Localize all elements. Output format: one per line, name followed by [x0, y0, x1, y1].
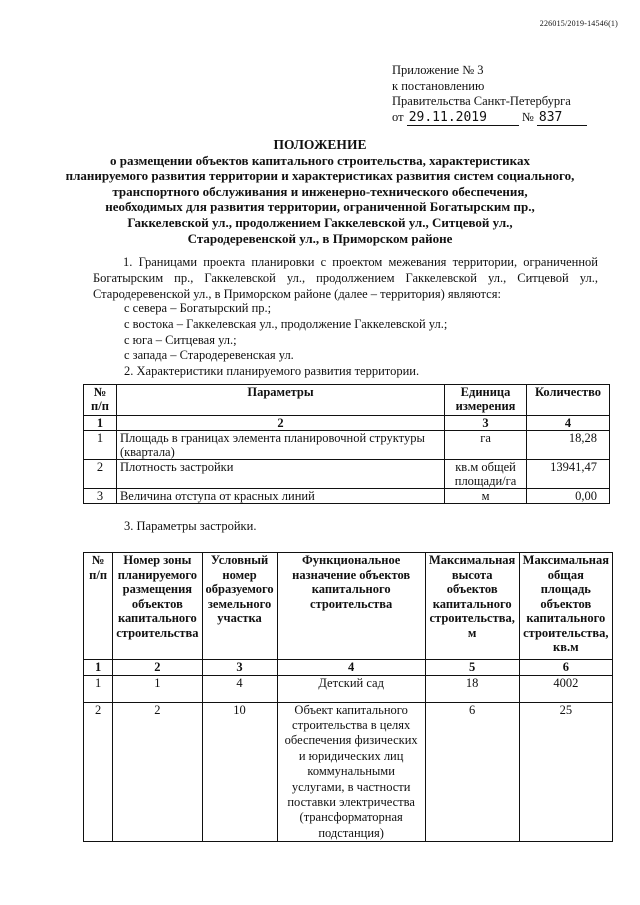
value-cell: 18,28: [527, 431, 610, 460]
unit-cell: кв.м общей площади/га: [445, 460, 527, 489]
decree-date: 29.11.2019: [407, 110, 519, 127]
zone-cell: 2: [113, 702, 202, 842]
table-number-row: [84, 416, 610, 431]
appendix-line-2: к постановлению: [392, 78, 485, 93]
boundaries-list: [124, 301, 447, 380]
header-cell: Максимальная высота объектов капитального строительства, м: [425, 553, 519, 660]
table-row: [84, 460, 610, 489]
title-line-1: о размещении объектов капитального строительства, характеристиках: [110, 152, 530, 168]
header-cell: Максимальная общая площадь объектов капитального строительства, кв.м: [519, 553, 612, 660]
number-cell: 5: [425, 660, 519, 676]
header-cell: Параметры: [116, 385, 444, 416]
param-cell: Плотность застройки: [116, 460, 444, 489]
table-row: [84, 489, 610, 504]
purpose-cell: Детский сад: [277, 675, 425, 702]
appendix-date-line: [392, 110, 587, 127]
number-cell: 3: [202, 660, 277, 676]
height-cell: 6: [425, 702, 519, 842]
param-cell: Величина отступа от красных линий: [116, 489, 444, 504]
boundary-south: с юга – Ситцевая ул.;: [124, 332, 237, 347]
height-cell: 18: [425, 675, 519, 702]
section-1-paragraph: 1. Границами проекта планировки с проектом межевания территории, ограниченной Богатырским пр., Гаккелевской ул., продолжением Гаккелевской ул., Ситцевой ул., Стародеревенской ул., в Приморском районе (далее – территория) являются:: [93, 255, 598, 301]
area-cell: 25: [519, 702, 612, 842]
row-number: 2: [84, 460, 117, 489]
row-number: 1: [84, 675, 113, 702]
purpose-cell: Объект капитального строительства в целях обеспечения физических и юридических лиц коммунальными услугами, в частности поставки электричества (трансформаторная подстанция): [277, 702, 425, 842]
header-cell: Номер зоны планируемого размещения объектов капитального строительства: [113, 553, 202, 660]
value-cell: 13941,47: [527, 460, 610, 489]
number-prefix: №: [521, 109, 534, 124]
number-cell: 4: [277, 660, 425, 676]
number-cell: 2: [116, 416, 444, 431]
table-header-row: [84, 385, 610, 416]
header-cell: № п/п: [84, 553, 113, 660]
boundary-north: с севера – Богатырский пр.;: [124, 301, 272, 315]
row-number: 3: [84, 489, 117, 504]
header-cell: Количество: [527, 385, 610, 416]
boundary-east: с востока – Гаккелевская ул., продолжение Гаккелевской ул.;: [124, 316, 448, 331]
header-cell: Единица измерения: [445, 385, 527, 416]
plot-cell: 10: [202, 702, 277, 842]
table-row: [84, 702, 613, 842]
table-row: [84, 675, 613, 702]
area-cell: 4002: [519, 675, 612, 702]
value-cell: 0,00: [527, 489, 610, 504]
decree-number: 837: [537, 110, 587, 127]
boundary-west: с запада – Стародеревенская ул.: [124, 348, 294, 363]
document-number: 226015/2019-14546(1): [539, 19, 618, 28]
title-line-4: необходимых для развития территории, ограниченной Богатырским пр.,: [105, 199, 535, 215]
table-header-row: [84, 553, 613, 660]
number-cell: 3: [445, 416, 527, 431]
building-parameters-table: [83, 552, 613, 842]
title-line-5: Гаккелевской ул., продолжением Гаккелевской ул., Ситцевой ул.,: [127, 214, 513, 230]
document-title: [0, 137, 640, 246]
title-line-6: Стародеревенской ул., в Приморском районе: [187, 230, 453, 246]
section-1-text: [93, 255, 598, 302]
header-cell: Условный номер образуемого земельного участка: [202, 553, 277, 660]
header-cell: Функциональное назначение объектов капитального строительства: [277, 553, 425, 660]
zone-cell: 1: [113, 675, 202, 702]
param-cell: Площадь в границах элемента планировочной структуры (квартала): [116, 431, 444, 460]
number-cell: 4: [527, 416, 610, 431]
title-line-3: транспортного обслуживания и инженерно-технического обеспечения,: [112, 183, 528, 199]
header-cell: № п/п: [84, 385, 117, 416]
number-cell: 2: [113, 660, 202, 676]
row-number: 1: [84, 431, 117, 460]
title-heading: ПОЛОЖЕНИЕ: [273, 137, 367, 152]
table-number-row: [84, 660, 613, 676]
number-cell: 6: [519, 660, 612, 676]
date-prefix: от: [392, 109, 404, 124]
unit-cell: га: [445, 431, 527, 460]
appendix-block: [392, 63, 587, 126]
section-2-title: 2. Характеристики планируемого развития территории.: [124, 364, 420, 379]
number-cell: 1: [84, 416, 117, 431]
table-row: [84, 431, 610, 460]
appendix-line-1: Приложение № 3: [392, 63, 484, 77]
characteristics-table: [83, 384, 610, 504]
section-3-title: 3. Параметры застройки.: [124, 519, 257, 533]
unit-cell: м: [445, 489, 527, 504]
plot-cell: 4: [202, 675, 277, 702]
row-number: 2: [84, 702, 113, 842]
title-line-2: планируемого развития территории и характеристиках развития систем социального,: [65, 168, 575, 184]
appendix-line-3: Правительства Санкт-Петербурга: [392, 94, 571, 108]
number-cell: 1: [84, 660, 113, 676]
